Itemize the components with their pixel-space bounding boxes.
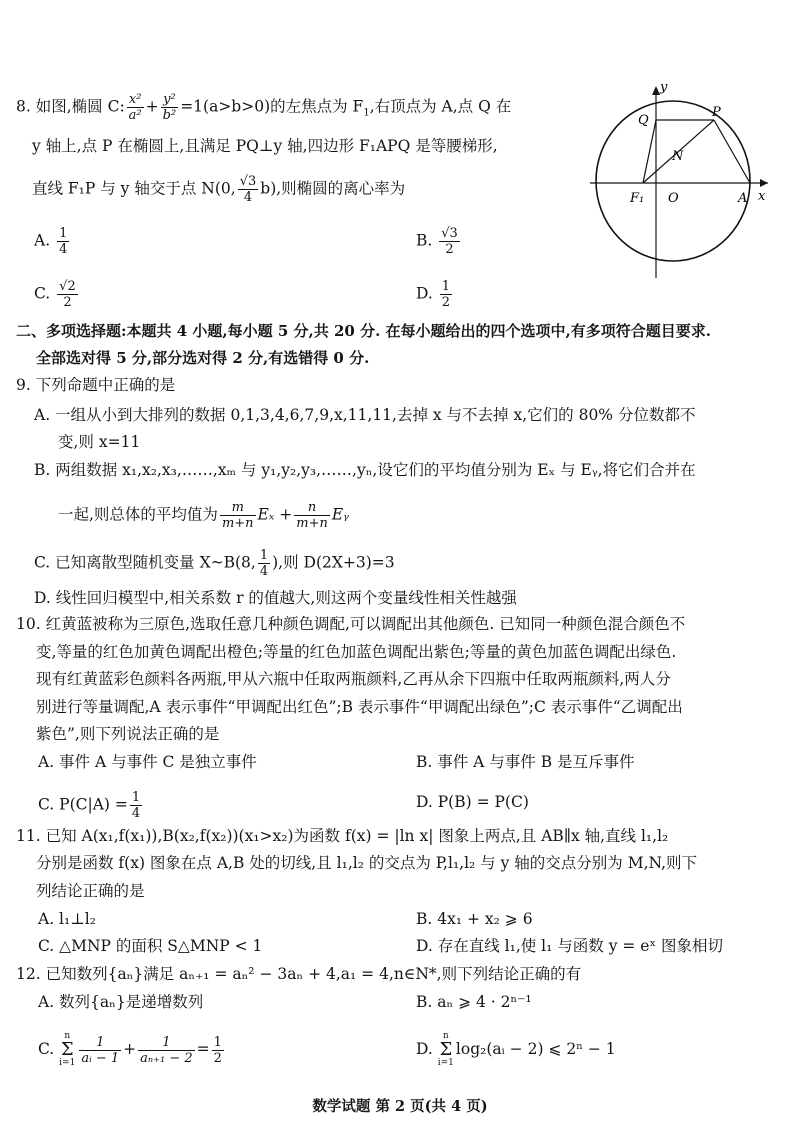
q8-option-b[interactable]: B. $\frac{√3}{2}$ bbox=[416, 226, 458, 257]
label-a: A bbox=[738, 191, 748, 206]
q8-option-a[interactable]: A. $\frac{1}{4}$ bbox=[34, 226, 68, 257]
q10-line4: 别进行等量调配,A 表示事件“甲调配出红色”;B 表示事件“甲调配出绿色”;C 表示事件“乙调配出 bbox=[36, 698, 683, 716]
y-axis-arrow bbox=[652, 86, 660, 95]
q8-frac: $\frac{√3}{4}$ bbox=[239, 174, 257, 205]
section2-title-2: 全部选对得 5 分,部分选对得 2 分,有选错得 0 分. bbox=[36, 349, 370, 367]
q9-option-d[interactable]: D. 线性回归模型中,相关系数 r 的值越大,则这两个变量线性相关性越强 bbox=[34, 589, 517, 607]
label-y: y bbox=[660, 80, 668, 95]
label-o: O bbox=[668, 191, 679, 206]
q10-line5: 紫色”,则下列说法正确的是 bbox=[36, 725, 220, 743]
ellipse-x-term: $\frac{\text{x²}}{\text{a²}}$ bbox=[128, 92, 142, 123]
q9-option-c[interactable]: C. 已知离散型随机变量 X~B(8, $\frac{1}{4}$ ),则 D(2X+3)=3 bbox=[34, 548, 395, 579]
q11-option-c[interactable]: C. △MNP 的面积 S△MNP < 1 bbox=[38, 937, 263, 955]
q9-option-a-line1[interactable]: A. 一组从小到大排列的数据 0,1,3,4,6,7,9,x,11,11,去掉 x 与不去掉 x,它们的 80% 分位数都不 bbox=[34, 406, 696, 424]
q12-option-c[interactable]: C. n Σ i=1 $\frac{1}{\text{aᵢ − 1}}$ + $\frac{1}{\text{aₙ₊₁ − 2}}$ = $\frac{1}{2}$ bbox=[38, 1031, 222, 1068]
page-footer: 数学试题 第 2 页(共 4 页) bbox=[312, 1098, 488, 1115]
q9-stem: 9. 下列命题中正确的是 bbox=[16, 376, 176, 394]
q12-line1: 12. 已知数列{aₙ}满足 aₙ₊₁ = aₙ² − 3aₙ + 4,a₁ = 4,n∈N*,则下列结论正确的有 bbox=[16, 965, 582, 983]
q8-line3: 直线 F₁P 与 y 轴交于点 N(0, $\frac{√3}{4}$ b),则椭圆的离心率为 bbox=[32, 174, 406, 205]
label-q: Q bbox=[638, 113, 649, 128]
q11-option-b[interactable]: B. 4x₁ + x₂ ⩾ 6 bbox=[416, 910, 533, 928]
q10-line1: 10. 红黄蓝被称为三原色,选取任意几种颜色调配,可以调配出其他颜色. 已知同一种颜色混合颜色不 bbox=[16, 615, 686, 633]
q8-line1: 8. 如图,椭圆 C: $\frac{\text{x²}}{\text{a²}}$ + $\frac{\text{y²}}{\text{b²}}$ =1(a>b>0)的左焦点为 $F_1$,右顶点为 A,点 Q 在 bbox=[16, 92, 512, 123]
summation-sign: n Σ i=1 bbox=[59, 1031, 76, 1068]
label-f1: F₁ bbox=[630, 191, 645, 206]
q10-option-b[interactable]: B. 事件 A 与事件 B 是互斥事件 bbox=[416, 753, 635, 771]
q9-option-b-line1[interactable]: B. 两组数据 x₁,x₂,x₃,……,xₘ 与 y₁,y₂,y₃,……,yₙ,设它们的平均值分别为 Eₓ 与 Eᵧ,将它们合并在 bbox=[34, 461, 696, 479]
q11-line3: 列结论正确的是 bbox=[36, 882, 145, 900]
q11-option-a[interactable]: A. l₁⊥l₂ bbox=[38, 910, 96, 928]
q10-option-a[interactable]: A. 事件 A 与事件 C 是独立事件 bbox=[38, 753, 257, 771]
q10-line3: 现有红黄蓝彩色颜料各两瓶,甲从六瓶中任取两瓶颜料,乙再从余下四瓶中任取两瓶颜料,两人分 bbox=[36, 670, 671, 688]
q11-option-d[interactable]: D. 存在直线 l₁,使 l₁ 与函数 y = eˣ 图象相切 bbox=[416, 937, 723, 955]
q10-option-d[interactable]: D. P(B) = P(C) bbox=[416, 793, 529, 811]
q8-option-c[interactable]: C. $\frac{√2}{2}$ bbox=[34, 279, 76, 310]
q9-option-a-line2: 变,则 x=11 bbox=[58, 433, 141, 451]
q11-line1: 11. 已知 A(x₁,f(x₁)),B(x₂,f(x₂))(x₁>x₂)为函数 f(x) = |ln x| 图象上两点,且 AB∥x 轴,直线 l₁,l₂ bbox=[16, 827, 669, 845]
summation-sign: n Σ i=1 bbox=[437, 1031, 454, 1068]
q12-option-d[interactable]: D. n Σ i=1log₂(aᵢ − 2) ⩽ 2ⁿ − 1 bbox=[416, 1031, 616, 1068]
q12-option-b[interactable]: B. aₙ ⩾ 4 · 2ⁿ⁻¹ bbox=[416, 993, 532, 1011]
x-axis-arrow bbox=[760, 179, 768, 187]
q12-option-a[interactable]: A. 数列{aₙ}是递增数列 bbox=[38, 993, 204, 1011]
label-x: x bbox=[758, 189, 766, 204]
section2-title: 二、多项选择题:本题共 4 小题,每小题 5 分,共 20 分. 在每小题给出的四个选项中,有多项符合题目要求. bbox=[16, 322, 711, 340]
ellipse-figure bbox=[588, 78, 788, 288]
ellipse-curve bbox=[596, 101, 750, 261]
ellipse-y-term: $\frac{\text{y²}}{\text{b²}}$ bbox=[162, 92, 177, 123]
label-p: P bbox=[712, 105, 721, 120]
q9-option-b-line2: 一起,则总体的平均值为 $\frac{m}{m+n}$ Eₓ + $\frac{n}{m+n}$ Eᵧ bbox=[58, 500, 350, 531]
q10-option-c[interactable]: C. P(C|A) = $\frac{1}{4}$ bbox=[38, 790, 141, 821]
q8-option-d[interactable]: D. $\frac{1}{2}$ bbox=[416, 279, 451, 310]
q8-line2: y 轴上,点 P 在椭圆上,且满足 PQ⊥y 轴,四边形 F₁APQ 是等腰梯形, bbox=[32, 137, 498, 155]
q10-line2: 变,等量的红色加黄色调配出橙色;等量的红色加蓝色调配出紫色;等量的黄色加蓝色调配出绿色. bbox=[36, 643, 677, 661]
label-n: N bbox=[672, 149, 684, 164]
q11-line2: 分别是函数 f(x) 图象在点 A,B 处的切线,且 l₁,l₂ 的交点为 P,l₁,l₂ 与 y 轴的交点分别为 M,N,则下 bbox=[36, 854, 698, 872]
